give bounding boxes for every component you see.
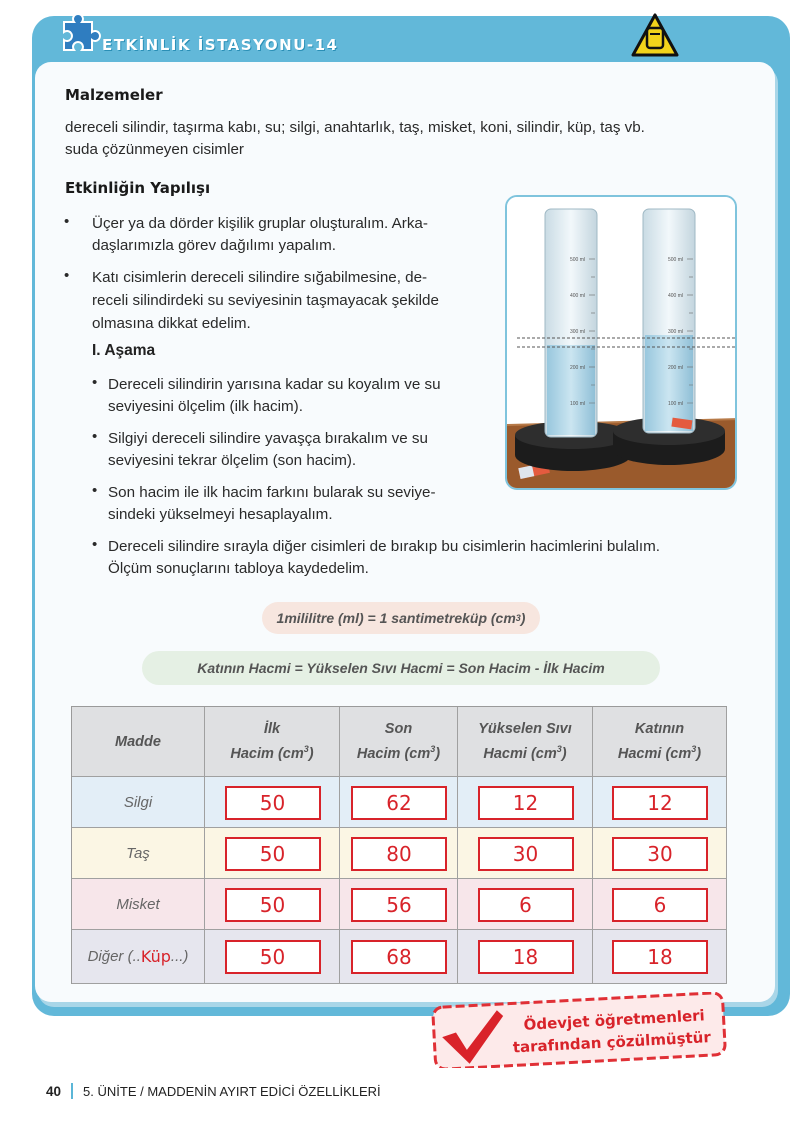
table-header-unit-sup: 3: [303, 744, 309, 755]
answer-value-box: 18: [478, 940, 574, 974]
step2-line2: seviyesini tekrar ölçelim (son hacim).: [108, 452, 357, 469]
answer-value-box: 56: [351, 888, 447, 922]
table-header-line: [618, 739, 701, 764]
bullet1-line1: Üçer ya da dörder kişilik gruplar oluşturalım. Arka-: [92, 215, 428, 232]
table-header-unit-end: ): [308, 745, 314, 762]
table-header-line: İlk: [263, 721, 281, 738]
bullet2-line2: receli silindirdeki su seviyesinin taşmayacak şekilde: [92, 292, 439, 309]
stamp-line-1: Ödevjet öğretmenleri: [523, 1006, 706, 1034]
bullet2-line1: Katı cisimlerin dereceli silindire sığabilmesine, de-: [92, 269, 428, 286]
step2-line1: Silgiyi dereceli silindire yavaşça bırakalım ve su: [108, 430, 428, 447]
table-header-cell: [72, 707, 205, 777]
solved-stamp: [428, 992, 730, 1068]
cyl2-mark-500: 500 ml: [668, 257, 684, 263]
cyl1-mark-100: 100 ml: [570, 401, 586, 407]
bullet-dot: •: [92, 428, 98, 445]
stamp-line-2: tarafından çözülmüştür: [512, 1028, 712, 1057]
table-header-line: Madde: [115, 733, 161, 750]
materials-line-2: suda çözünmeyen cisimler: [65, 141, 244, 158]
material-name-suffix: ...): [170, 948, 189, 965]
answer-value-box: 50: [225, 940, 321, 974]
table-header-unit-end: ): [561, 745, 567, 762]
table-header-cell: [458, 707, 593, 777]
cyl1-mark-400: 400 ml: [570, 293, 586, 299]
table-header-unit: Hacim (cm: [356, 745, 431, 762]
step1-line2: seviyesini ölçelim (ilk hacim).: [108, 398, 303, 415]
cyl2-mark-300: 300 ml: [668, 329, 684, 335]
material-name-prefix: Diğer (..: [87, 948, 141, 965]
answer-value-box: 50: [225, 888, 321, 922]
table-header-text: [357, 719, 440, 764]
unit-formula-text: 1mililitre (ml) = 1 santimetreküp (cm: [276, 610, 516, 626]
puzzle-icon: [58, 12, 102, 56]
bullet1-line2: daşlarımızla görev dağılımı yapalım.: [92, 237, 336, 254]
table-header-unit-end: ): [435, 745, 441, 762]
step1-line1: Dereceli silindirin yarısına kadar su koyalım ve su: [108, 376, 441, 393]
materials-title: Malzemeler: [65, 86, 163, 104]
table-header-unit-sup: 3: [691, 744, 697, 755]
bullet-dot: •: [92, 482, 98, 499]
cylinders-illustration: [505, 195, 737, 490]
answer-value-box: 6: [478, 888, 574, 922]
answer-value-box: 18: [612, 940, 708, 974]
bullet-dot: •: [92, 536, 98, 553]
unit-formula-sup: 3: [515, 613, 521, 623]
unit-title: 5. ÜNİTE / MADDENİN AYIRT EDİCİ ÖZELLİKLERİ: [83, 1083, 381, 1099]
table-header-unit-sup: 3: [430, 744, 436, 755]
answer-value-box: 30: [478, 837, 574, 871]
answer-value-box: 12: [612, 786, 708, 820]
table-header-cell: [340, 707, 458, 777]
cyl2-mark-400: 400 ml: [668, 293, 684, 299]
activity-banner: ETKİNLİK İSTASYONU-14: [102, 36, 339, 54]
table-header-text: [478, 719, 572, 764]
answer-value-box: 30: [612, 837, 708, 871]
table-header-text: [230, 719, 313, 764]
cyl2-mark-100: 100 ml: [668, 401, 684, 407]
step3-line2: sindeki yükselmeyi hesaplayalım.: [108, 506, 333, 523]
material-name-handwritten: Küp: [140, 947, 171, 966]
table-header-line: [478, 739, 572, 764]
cyl1-mark-300: 300 ml: [570, 329, 586, 335]
answer-value-box: 68: [351, 940, 447, 974]
table-header-line: Yükselen Sıvı: [478, 721, 572, 738]
volume-table: [71, 706, 727, 984]
page-number: 40: [46, 1083, 62, 1099]
material-name-cell: [72, 930, 205, 984]
answer-value-box: 62: [351, 786, 447, 820]
answer-value-box: 6: [612, 888, 708, 922]
table-header-cell: [593, 707, 727, 777]
table-header-unit-end: ): [696, 745, 702, 762]
step4-line2: Ölçüm sonuçlarını tabloya kaydedelim.: [108, 560, 369, 577]
table-header-line: [230, 739, 313, 764]
volume-formula: Katının Hacmi = Yükselen Sıvı Hacmi = Son Hacim - İlk Hacim: [142, 651, 660, 685]
table-header-cell: [205, 707, 340, 777]
material-name-cell: Taş: [72, 828, 205, 879]
answer-value-box: 50: [225, 786, 321, 820]
step4-line1: Dereceli silindire sırayla diğer cisimleri de bırakıp bu cisimlerin hacimlerini bulalım.: [108, 538, 661, 555]
table-header-unit: Hacmi (cm: [483, 745, 557, 762]
answer-value-box: 12: [478, 786, 574, 820]
cyl2-mark-200: 200 ml: [668, 365, 684, 371]
footer-separator: [71, 1083, 73, 1099]
graduated-cylinders-drawing: [507, 197, 737, 490]
answer-value-box: 80: [351, 837, 447, 871]
materials-line-1: dereceli silindir, taşırma kabı, su; silgi, anahtarlık, taş, misket, koni, silindir, küp, taş vb.: [65, 119, 645, 136]
bullet-dot: •: [64, 267, 70, 284]
unit-formula: [262, 602, 540, 634]
bullet2-line3: olmasına dikkat edelim.: [92, 315, 251, 332]
material-name-cell: Silgi: [72, 777, 205, 828]
table-header-unit: Hacmi (cm: [617, 745, 692, 762]
table-header-unit-sup: 3: [556, 744, 562, 755]
table-header-line: [357, 739, 440, 764]
table-header-line: Son: [384, 721, 413, 738]
material-name-cell: Misket: [72, 879, 205, 930]
stage-heading: I. Aşama: [92, 342, 156, 359]
cyl1-mark-200: 200 ml: [570, 365, 586, 371]
table-header-text: [115, 732, 161, 752]
answer-value-box: 50: [225, 837, 321, 871]
step3-line1: Son hacim ile ilk hacim farkını bularak su seviye-: [108, 484, 436, 501]
cyl1-mark-500: 500 ml: [570, 257, 586, 263]
bullet-dot: •: [64, 213, 70, 230]
page-footer: [46, 1083, 381, 1099]
unit-formula-end: ): [520, 610, 526, 626]
table-header-line: Katının: [634, 721, 685, 738]
bullet-dot: •: [92, 374, 98, 391]
procedure-title: Etkinliğin Yapılışı: [65, 179, 211, 197]
table-header-unit: Hacim (cm: [230, 745, 304, 762]
warning-icon: [630, 12, 680, 58]
table-header-text: [618, 719, 701, 764]
